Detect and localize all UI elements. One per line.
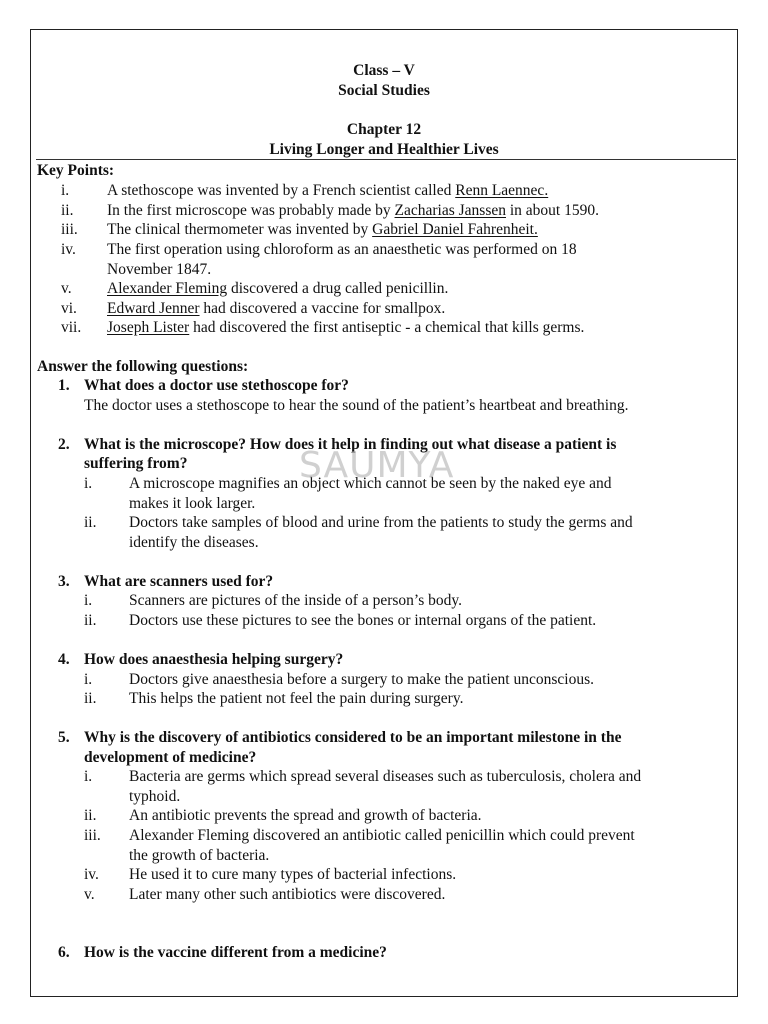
underlined-name: Zacharias Janssen bbox=[394, 202, 506, 219]
header-divider bbox=[36, 159, 736, 160]
key-point-text bbox=[107, 318, 584, 337]
answer-number: i. bbox=[84, 475, 93, 492]
key-point-text bbox=[107, 220, 538, 239]
underlined-name: Joseph Lister bbox=[107, 319, 190, 336]
answer-text: This helps the patient not feel the pain during surgery. bbox=[129, 690, 464, 707]
underlined-name: Edward Jenner bbox=[107, 300, 200, 317]
question-text: Why is the discovery of antibiotics considered to be an important milestone in the bbox=[84, 729, 622, 746]
watermark: SAUMYA bbox=[299, 445, 455, 486]
key-point-number: ii. bbox=[61, 202, 74, 219]
key-point-number: v. bbox=[61, 280, 72, 297]
answer-number: iv. bbox=[84, 866, 99, 883]
text-segment: In the first microscope was probably made by bbox=[107, 202, 395, 219]
answer-text: Doctors use these pictures to see the bones or internal organs of the patient. bbox=[129, 612, 597, 629]
answer-text-continued: the growth of bacteria. bbox=[129, 847, 270, 864]
key-point-number: vi. bbox=[61, 300, 77, 317]
answer-number: v. bbox=[84, 886, 95, 903]
key-point-number: iii. bbox=[61, 221, 78, 238]
answers-heading: Answer the following questions: bbox=[37, 358, 249, 375]
underlined-name: Alexander Fleming bbox=[107, 280, 228, 297]
key-point-number: vii. bbox=[61, 319, 82, 336]
underlined-name: Gabriel Daniel Fahrenheit. bbox=[372, 221, 538, 238]
text-segment: A stethoscope was invented by a French scientist called bbox=[107, 182, 456, 199]
text-segment: in about 1590. bbox=[506, 202, 599, 219]
question-text: What are scanners used for? bbox=[84, 573, 274, 590]
key-point-text bbox=[107, 279, 448, 298]
key-point-text-continued: November 1847. bbox=[107, 261, 212, 278]
question-text: How is the vaccine different from a medicine? bbox=[84, 944, 387, 961]
class-label: Class – V bbox=[353, 62, 415, 79]
answer-text: The doctor uses a stethoscope to hear the sound of the patient’s heartbeat and breathing. bbox=[84, 397, 629, 414]
question-number: 3. bbox=[58, 573, 70, 590]
question-text-continued: suffering from? bbox=[84, 455, 188, 472]
answer-text-continued: makes it look larger. bbox=[129, 495, 256, 512]
answer-text: Alexander Fleming discovered an antibiotic called penicillin which could prevent bbox=[129, 827, 635, 844]
question-number: 6. bbox=[58, 944, 70, 961]
answer-number: i. bbox=[84, 671, 93, 688]
text-segment: had discovered the first antiseptic - a chemical that kills germs. bbox=[189, 319, 585, 336]
answer-number: i. bbox=[84, 592, 93, 609]
text-segment: discovered a drug called penicillin. bbox=[227, 280, 449, 297]
question-text: What is the microscope? How does it help in finding out what disease a patient is bbox=[84, 436, 617, 453]
text-segment: The clinical thermometer was invented by bbox=[107, 221, 373, 238]
answer-text: An antibiotic prevents the spread and growth of bacteria. bbox=[129, 807, 482, 824]
answer-number: i. bbox=[84, 768, 93, 785]
answer-text: Doctors give anaesthesia before a surgery to make the patient unconscious. bbox=[129, 671, 594, 688]
answer-number: ii. bbox=[84, 514, 97, 531]
answer-number: ii. bbox=[84, 690, 97, 707]
answer-text: A microscope magnifies an object which cannot be seen by the naked eye and bbox=[129, 475, 612, 492]
answer-text: Doctors take samples of blood and urine from the patients to study the germs and bbox=[129, 514, 633, 531]
chapter-title: Living Longer and Healthier Lives bbox=[269, 141, 499, 158]
question-text-continued: development of medicine? bbox=[84, 749, 257, 766]
question-text: How does anaesthesia helping surgery? bbox=[84, 651, 344, 668]
answer-text: He used it to cure many types of bacterial infections. bbox=[129, 866, 457, 883]
question-number: 4. bbox=[58, 651, 70, 668]
question-text: What does a doctor use stethoscope for? bbox=[84, 377, 349, 394]
underlined-name: Renn Laennec. bbox=[455, 182, 549, 199]
key-point-text bbox=[107, 299, 445, 318]
key-point-text bbox=[107, 201, 599, 220]
answer-text: Scanners are pictures of the inside of a person’s body. bbox=[129, 592, 463, 609]
subject-label: Social Studies bbox=[338, 82, 430, 99]
answer-text-continued: typhoid. bbox=[129, 788, 181, 805]
key-point-number: i. bbox=[61, 182, 70, 199]
answer-text: Later many other such antibiotics were discovered. bbox=[129, 886, 446, 903]
key-points-heading: Key Points: bbox=[37, 162, 115, 179]
chapter-label: Chapter 12 bbox=[346, 121, 422, 138]
answer-number: iii. bbox=[84, 827, 101, 844]
question-number: 2. bbox=[58, 436, 70, 453]
key-point-number: iv. bbox=[61, 241, 76, 258]
answer-number: ii. bbox=[84, 612, 97, 629]
key-point-text: The first operation using chloroform as an anaesthetic was performed on 18 bbox=[107, 241, 577, 258]
answer-number: ii. bbox=[84, 807, 97, 824]
question-number: 5. bbox=[58, 729, 70, 746]
answer-text-continued: identify the diseases. bbox=[129, 534, 259, 551]
text-segment: had discovered a vaccine for smallpox. bbox=[199, 300, 446, 317]
question-number: 1. bbox=[58, 377, 70, 394]
key-point-text bbox=[107, 181, 548, 200]
answer-text: Bacteria are germs which spread several diseases such as tuberculosis, cholera and bbox=[129, 768, 642, 785]
